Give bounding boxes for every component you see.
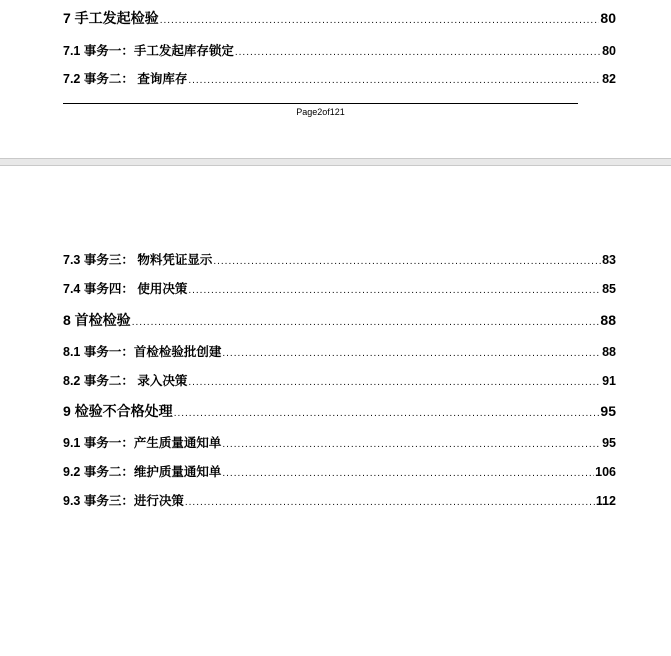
document-page-bottom xyxy=(0,166,671,656)
page-footer: Page2of121 xyxy=(296,107,345,117)
toc-entry-page: 80 xyxy=(600,10,616,26)
toc-entry-title: 9.2 事务二：维护质量通知单 xyxy=(63,465,222,479)
toc-entry-title: 7 手工发起检验 xyxy=(63,10,159,26)
toc-leader-dots xyxy=(213,256,601,267)
toc-entry-title: 8 首检检验 xyxy=(63,312,131,328)
toc-leader-dots xyxy=(222,468,594,479)
page-separator xyxy=(0,158,671,166)
toc-entry-page: 85 xyxy=(602,282,616,296)
toc-entry-page: 91 xyxy=(602,374,616,388)
toc-entry-title: 9.3 事务三：进行决策 xyxy=(63,494,184,508)
toc-entry-title: 7.2 事务二： 查询库存 xyxy=(63,72,188,86)
toc-entry-page: 95 xyxy=(600,403,616,419)
toc-leader-dots xyxy=(222,348,601,359)
toc-entry-page: 88 xyxy=(600,312,616,328)
toc-entry[interactable] xyxy=(63,401,616,421)
footer-divider xyxy=(63,103,578,104)
toc-entry-page: 95 xyxy=(602,436,616,450)
toc-leader-dots xyxy=(132,317,600,328)
toc-entry-title: 7.1 事务一：手工发起库存锁定 xyxy=(63,44,234,58)
toc-entry-page: 106 xyxy=(595,465,616,479)
toc-leader-dots xyxy=(188,377,601,388)
toc-entry-page: 112 xyxy=(595,494,616,508)
toc-entry-title: 7.3 事务三： 物料凭证显示 xyxy=(63,253,213,267)
toc-entry[interactable] xyxy=(63,371,616,389)
toc-leader-dots xyxy=(222,439,601,450)
toc-entry[interactable] xyxy=(63,310,616,330)
toc-entry[interactable] xyxy=(63,433,616,451)
toc-entry-title: 9.1 事务一：产生质量通知单 xyxy=(63,436,222,450)
toc-leader-dots xyxy=(188,285,601,296)
toc-leader-dots xyxy=(185,497,595,508)
toc-entry[interactable] xyxy=(63,69,616,87)
toc-entry-page: 80 xyxy=(602,44,616,58)
toc-entry-title: 7.4 事务四： 使用决策 xyxy=(63,282,188,296)
document-page-top xyxy=(0,0,671,158)
toc-entry[interactable] xyxy=(63,462,616,480)
toc-entry-title: 8.1 事务一：首检检验批创建 xyxy=(63,345,222,359)
toc-entry[interactable] xyxy=(63,279,616,297)
toc-entry[interactable] xyxy=(63,342,616,360)
toc-entry[interactable] xyxy=(63,250,616,268)
toc-entry[interactable] xyxy=(63,491,616,509)
toc-entry[interactable] xyxy=(63,8,616,28)
toc-entry-page: 88 xyxy=(602,345,616,359)
toc-entry-page: 82 xyxy=(602,72,616,86)
toc-leader-dots xyxy=(160,15,600,26)
toc-entry-title: 8.2 事务二： 录入决策 xyxy=(63,374,188,388)
toc-entry-title: 9 检验不合格处理 xyxy=(63,403,173,419)
toc-leader-dots xyxy=(235,47,601,58)
toc-leader-dots xyxy=(188,75,601,86)
toc-leader-dots xyxy=(174,408,600,419)
toc-entry-page: 83 xyxy=(602,253,616,267)
toc-entry[interactable] xyxy=(63,41,616,59)
